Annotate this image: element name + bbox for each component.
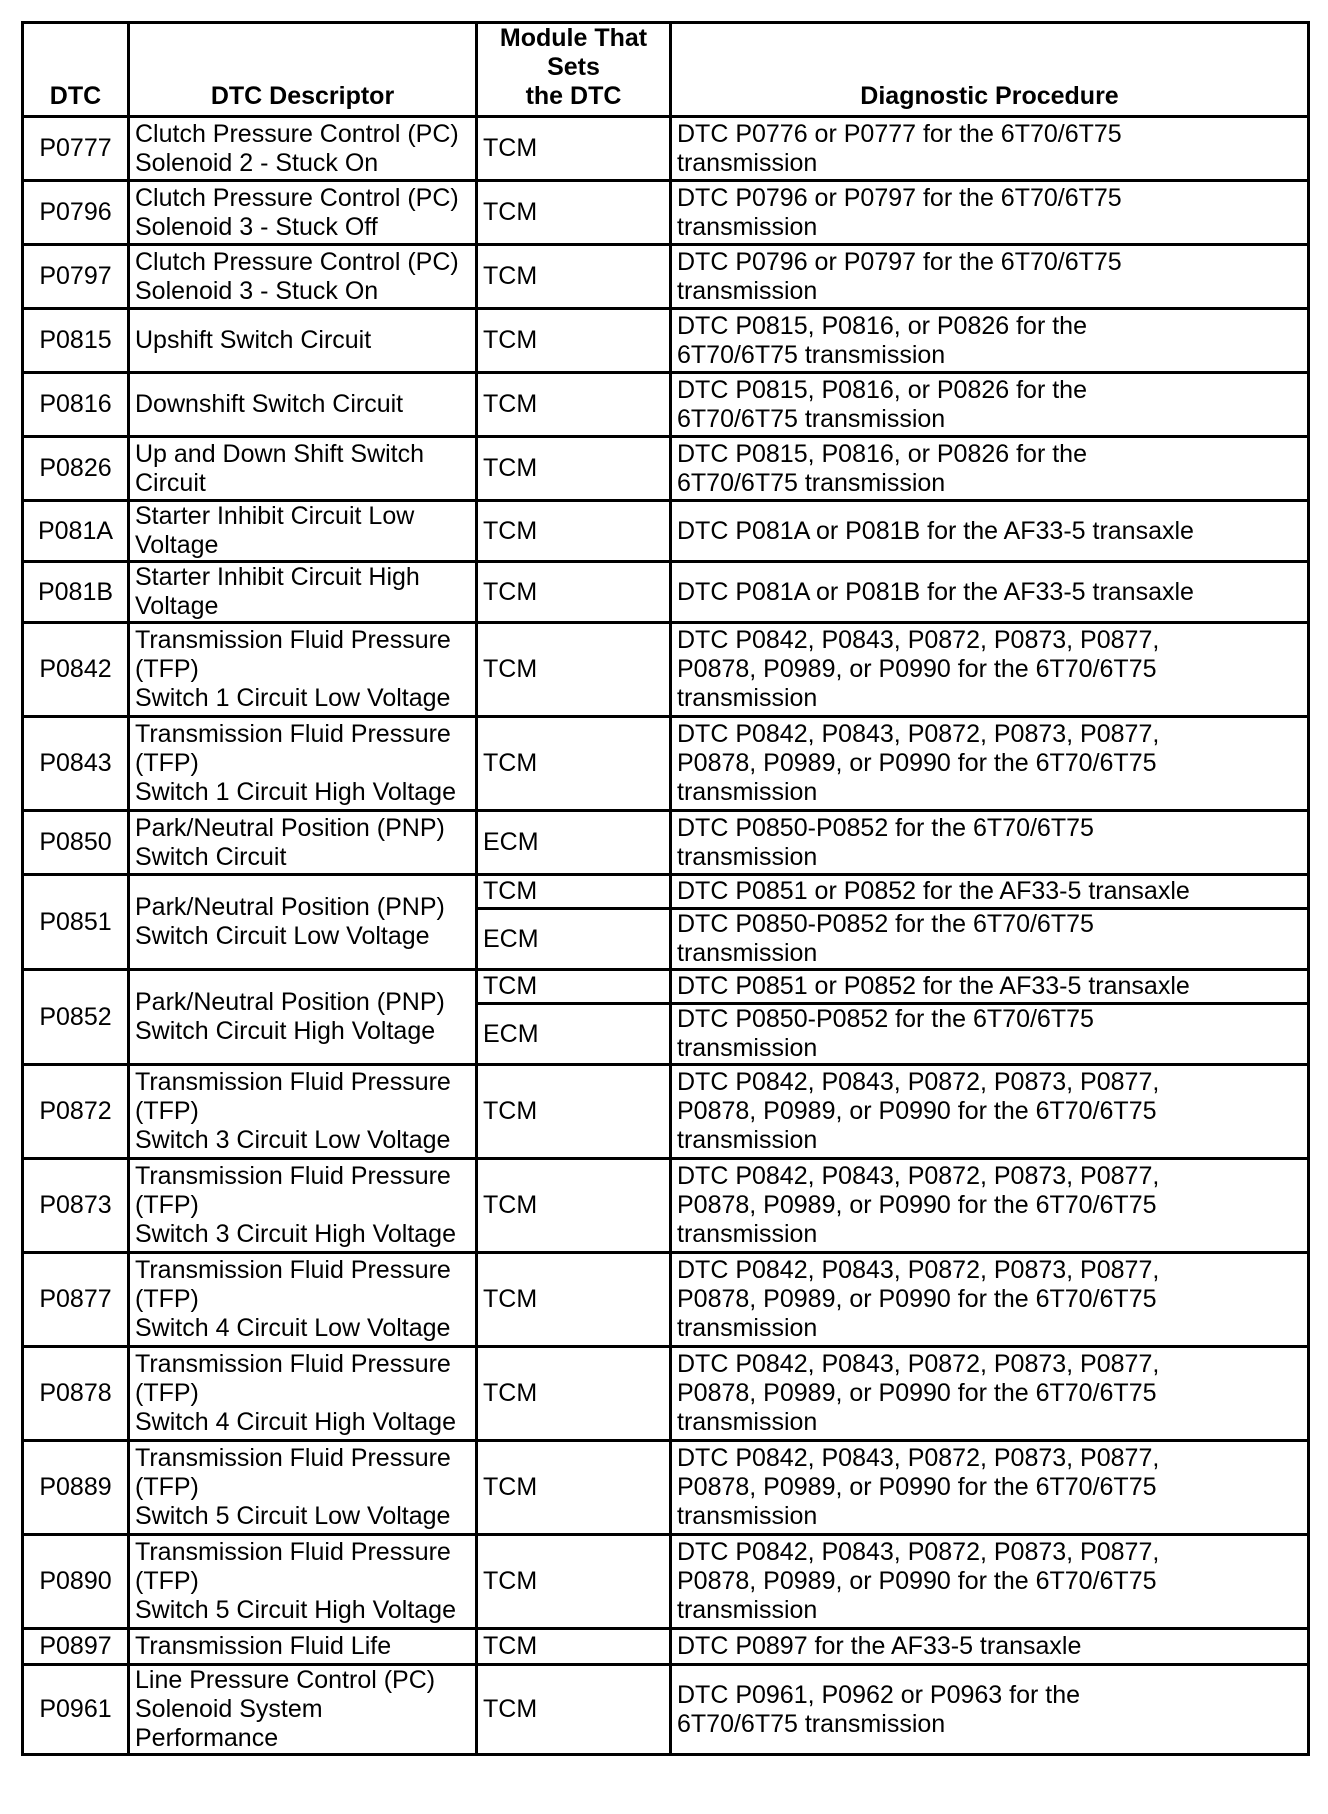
module: ECM <box>477 811 671 875</box>
module: TCM <box>477 1441 671 1535</box>
dtc-code: P081B <box>23 562 129 623</box>
module: TCM <box>477 875 671 909</box>
dtc-descriptor: Transmission Fluid Pressure (TFP) Switch 3 Circuit High Voltage <box>129 1159 477 1253</box>
module: TCM <box>477 1159 671 1253</box>
table-row <box>23 875 1309 909</box>
module: ECM <box>477 909 671 970</box>
diagnostic-procedure: DTC P0776 or P0777 for the 6T70/6T75 transmission <box>671 117 1309 181</box>
module: TCM <box>477 1065 671 1159</box>
dtc-descriptor: Upshift Switch Circuit <box>129 309 477 373</box>
table-row <box>23 245 1309 309</box>
module: TCM <box>477 117 671 181</box>
module: TCM <box>477 562 671 623</box>
dtc-descriptor: Park/Neutral Position (PNP) Switch Circuit <box>129 811 477 875</box>
table-row <box>23 309 1309 373</box>
table-row <box>23 1441 1309 1535</box>
table-row <box>23 1665 1309 1755</box>
diagnostic-procedure: DTC P0815, P0816, or P0826 for the 6T70/6T75 transmission <box>671 437 1309 501</box>
table-row <box>23 1629 1309 1665</box>
dtc-descriptor: Transmission Fluid Pressure (TFP) Switch 1 Circuit High Voltage <box>129 717 477 811</box>
diagnostic-procedure: DTC P0842, P0843, P0872, P0873, P0877, P0878, P0989, or P0990 for the 6T70/6T75 transmission <box>671 623 1309 717</box>
dtc-descriptor: Park/Neutral Position (PNP) Switch Circuit High Voltage <box>129 970 477 1065</box>
module: ECM <box>477 1004 671 1065</box>
table-row <box>23 717 1309 811</box>
diagnostic-procedure: DTC P0842, P0843, P0872, P0873, P0877, P0878, P0989, or P0990 for the 6T70/6T75 transmission <box>671 717 1309 811</box>
dtc-code: P0777 <box>23 117 129 181</box>
diagnostic-procedure: DTC P0815, P0816, or P0826 for the 6T70/6T75 transmission <box>671 309 1309 373</box>
dtc-descriptor: Line Pressure Control (PC) Solenoid System Performance <box>129 1665 477 1755</box>
module: TCM <box>477 1629 671 1665</box>
diagnostic-procedure: DTC P0796 or P0797 for the 6T70/6T75 transmission <box>671 181 1309 245</box>
module: TCM <box>477 1665 671 1755</box>
dtc-code: P0873 <box>23 1159 129 1253</box>
diagnostic-procedure: DTC P0842, P0843, P0872, P0873, P0877, P0878, P0989, or P0990 for the 6T70/6T75 transmission <box>671 1253 1309 1347</box>
diagnostic-procedure: DTC P0842, P0843, P0872, P0873, P0877, P0878, P0989, or P0990 for the 6T70/6T75 transmission <box>671 1159 1309 1253</box>
dtc-descriptor: Transmission Fluid Pressure (TFP) Switch 3 Circuit Low Voltage <box>129 1065 477 1159</box>
dtc-code: P0816 <box>23 373 129 437</box>
dtc-code: P0797 <box>23 245 129 309</box>
dtc-descriptor: Starter Inhibit Circuit Low Voltage <box>129 501 477 562</box>
dtc-descriptor: Transmission Fluid Pressure (TFP) Switch 1 Circuit Low Voltage <box>129 623 477 717</box>
dtc-descriptor: Downshift Switch Circuit <box>129 373 477 437</box>
dtc-descriptor: Clutch Pressure Control (PC) Solenoid 3 - Stuck On <box>129 245 477 309</box>
dtc-code: P0961 <box>23 1665 129 1755</box>
table-row <box>23 1535 1309 1629</box>
table-row <box>23 811 1309 875</box>
module: TCM <box>477 970 671 1004</box>
module: TCM <box>477 623 671 717</box>
diagnostic-procedure: DTC P0842, P0843, P0872, P0873, P0877, P0878, P0989, or P0990 for the 6T70/6T75 transmission <box>671 1347 1309 1441</box>
dtc-code: P0851 <box>23 875 129 970</box>
module: TCM <box>477 717 671 811</box>
table-row <box>23 970 1309 1004</box>
module: TCM <box>477 1253 671 1347</box>
dtc-descriptor: Up and Down Shift Switch Circuit <box>129 437 477 501</box>
dtc-descriptor: Transmission Fluid Pressure (TFP) Switch 4 Circuit Low Voltage <box>129 1253 477 1347</box>
dtc-code: P0826 <box>23 437 129 501</box>
dtc-code: P0842 <box>23 623 129 717</box>
dtc-descriptor: Clutch Pressure Control (PC) Solenoid 3 - Stuck Off <box>129 181 477 245</box>
header-dtc: DTC <box>23 23 129 117</box>
table-row <box>23 181 1309 245</box>
table-row <box>23 373 1309 437</box>
dtc-descriptor: Clutch Pressure Control (PC) Solenoid 2 - Stuck On <box>129 117 477 181</box>
diagnostic-procedure: DTC P0850-P0852 for the 6T70/6T75 transmission <box>671 909 1309 970</box>
diagnostic-procedure: DTC P0815, P0816, or P0826 for the 6T70/6T75 transmission <box>671 373 1309 437</box>
table-row <box>23 501 1309 562</box>
dtc-code: P0850 <box>23 811 129 875</box>
dtc-code: P0877 <box>23 1253 129 1347</box>
diagnostic-procedure: DTC P0796 or P0797 for the 6T70/6T75 transmission <box>671 245 1309 309</box>
dtc-descriptor: Transmission Fluid Pressure (TFP) Switch 4 Circuit High Voltage <box>129 1347 477 1441</box>
dtc-code: P0852 <box>23 970 129 1065</box>
table-row <box>23 1065 1309 1159</box>
dtc-code: P081A <box>23 501 129 562</box>
dtc-code: P0815 <box>23 309 129 373</box>
table-row <box>23 437 1309 501</box>
diagnostic-procedure: DTC P0842, P0843, P0872, P0873, P0877, P0878, P0989, or P0990 for the 6T70/6T75 transmission <box>671 1535 1309 1629</box>
module: TCM <box>477 309 671 373</box>
table-row <box>23 562 1309 623</box>
dtc-code: P0878 <box>23 1347 129 1441</box>
dtc-code: P0843 <box>23 717 129 811</box>
table-row <box>23 623 1309 717</box>
dtc-code: P0897 <box>23 1629 129 1665</box>
diagnostic-procedure: DTC P081A or P081B for the AF33-5 transaxle <box>671 501 1309 562</box>
module: TCM <box>477 1347 671 1441</box>
table-row <box>23 1253 1309 1347</box>
dtc-descriptor: Park/Neutral Position (PNP) Switch Circuit Low Voltage <box>129 875 477 970</box>
table-row <box>23 117 1309 181</box>
diagnostic-procedure: DTC P0961, P0962 or P0963 for the 6T70/6T75 transmission <box>671 1665 1309 1755</box>
diagnostic-procedure: DTC P0842, P0843, P0872, P0873, P0877, P0878, P0989, or P0990 for the 6T70/6T75 transmission <box>671 1441 1309 1535</box>
header-module: Module That Sets the DTC <box>477 23 671 117</box>
dtc-descriptor: Transmission Fluid Life <box>129 1629 477 1665</box>
module: TCM <box>477 1535 671 1629</box>
dtc-code: P0890 <box>23 1535 129 1629</box>
table-row <box>23 1159 1309 1253</box>
diagnostic-procedure: DTC P081A or P081B for the AF33-5 transaxle <box>671 562 1309 623</box>
dtc-table <box>21 21 1310 1756</box>
dtc-code: P0889 <box>23 1441 129 1535</box>
table-body <box>23 117 1309 1755</box>
table-header <box>23 23 1309 117</box>
dtc-descriptor: Transmission Fluid Pressure (TFP) Switch 5 Circuit Low Voltage <box>129 1441 477 1535</box>
diagnostic-procedure: DTC P0851 or P0852 for the AF33-5 transaxle <box>671 970 1309 1004</box>
diagnostic-procedure: DTC P0850-P0852 for the 6T70/6T75 transmission <box>671 811 1309 875</box>
diagnostic-procedure: DTC P0850-P0852 for the 6T70/6T75 transmission <box>671 1004 1309 1065</box>
module: TCM <box>477 181 671 245</box>
dtc-descriptor: Starter Inhibit Circuit High Voltage <box>129 562 477 623</box>
module: TCM <box>477 245 671 309</box>
diagnostic-procedure: DTC P0897 for the AF33-5 transaxle <box>671 1629 1309 1665</box>
module: TCM <box>477 373 671 437</box>
module: TCM <box>477 501 671 562</box>
dtc-descriptor: Transmission Fluid Pressure (TFP) Switch 5 Circuit High Voltage <box>129 1535 477 1629</box>
diagnostic-procedure: DTC P0842, P0843, P0872, P0873, P0877, P0878, P0989, or P0990 for the 6T70/6T75 transmission <box>671 1065 1309 1159</box>
header-diagnostic-procedure: Diagnostic Procedure <box>671 23 1309 117</box>
header-dtc-descriptor: DTC Descriptor <box>129 23 477 117</box>
module: TCM <box>477 437 671 501</box>
diagnostic-procedure: DTC P0851 or P0852 for the AF33-5 transaxle <box>671 875 1309 909</box>
dtc-code: P0796 <box>23 181 129 245</box>
header-row <box>23 23 1309 117</box>
dtc-code: P0872 <box>23 1065 129 1159</box>
table-row <box>23 1347 1309 1441</box>
